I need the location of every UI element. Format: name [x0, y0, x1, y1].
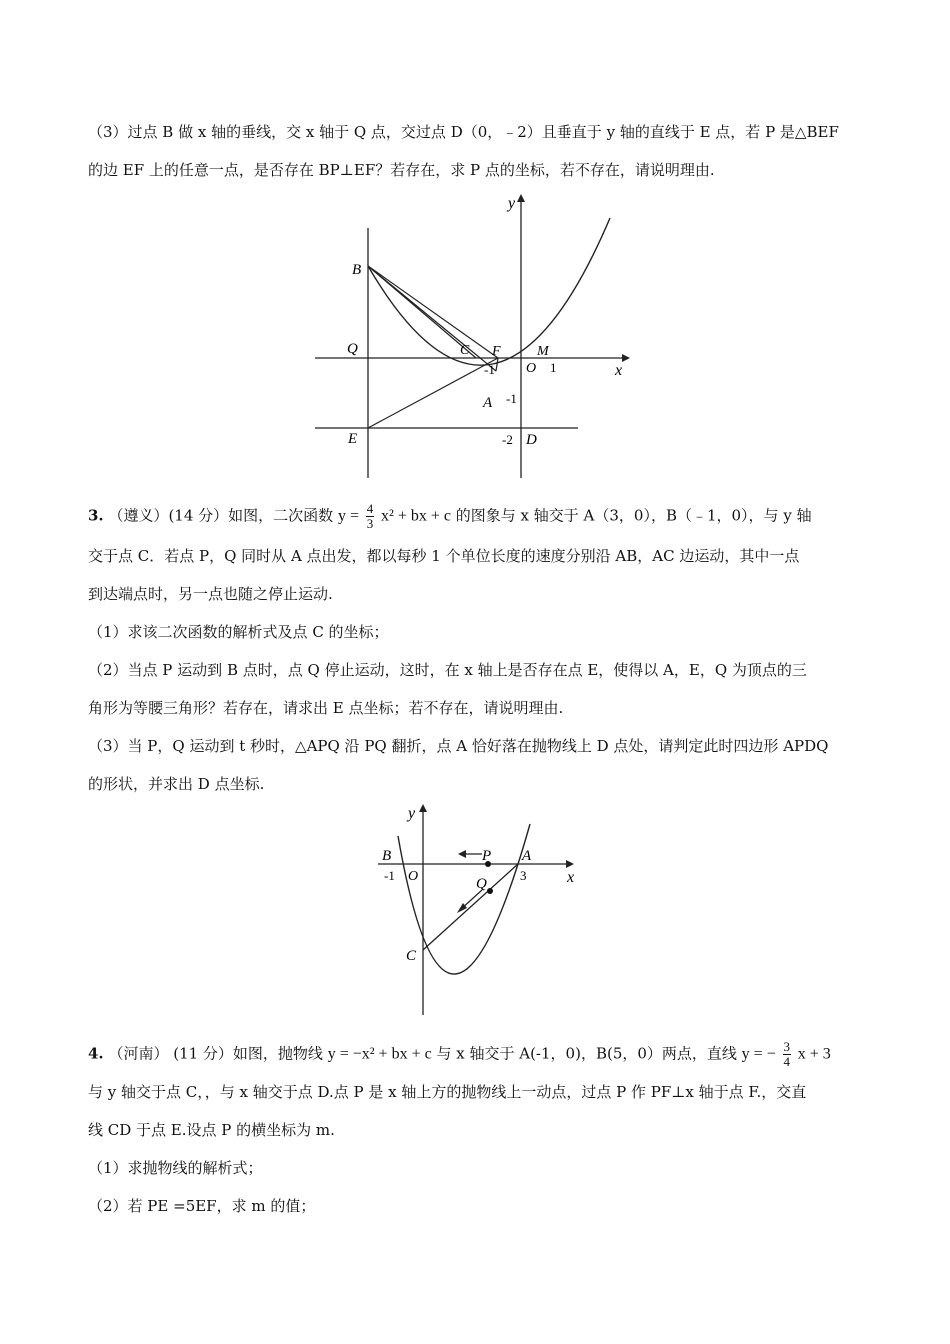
p4-intro-a: （河南） (11 分）如图，抛物线: [108, 1044, 328, 1063]
p4-number: 4.: [88, 1044, 104, 1063]
fig2-label-neg1: -1: [384, 868, 395, 883]
figure-parabola-bef: [310, 188, 635, 480]
fig1-label-M: M: [537, 344, 549, 359]
p2-part3-line2: 的边 EF 上的任意一点，是否存在 BP⊥EF？若存在，求 P 点的坐标，若不存在，请说明理由.: [88, 161, 715, 179]
fig2-label-3: 3: [520, 868, 527, 883]
fig1-label-neg1-x: -1: [484, 362, 495, 377]
p3-eq-rest: x² + bx + c: [381, 507, 451, 525]
fig1-label-D: D: [526, 432, 537, 448]
fig2-label-A: A: [522, 848, 532, 864]
p3-q3-line2: 的形状，并求出 D 点坐标.: [88, 775, 265, 793]
p3-q2-line2: 角形为等腰三角形？若存在，请求出 E 点坐标；若不存在，请说明理由.: [88, 699, 564, 717]
p3-intro-a: （遵义）(14 分）如图，二次函数: [108, 506, 338, 525]
fig2-label-P: P: [482, 848, 492, 864]
p3-line1: [88, 502, 812, 531]
fig1-label-x: x: [615, 362, 623, 379]
p3-q2-line1: （2）当点 P 运动到 B 点时，点 Q 停止运动，这时，在 x 轴上是否存在点 E，使得以 A，E，Q 为顶点的三: [88, 661, 807, 679]
p2-part3-line1: （3）过点 B 做 x 轴的垂线，交 x 轴于 Q 点，交过点 D（0，﹣2）且垂直于 y 轴的直线于 E 点，若 P 是△BEF: [88, 123, 839, 141]
fig2-label-Q: Q: [476, 876, 487, 892]
p4-intro-b: 与 x 轴交于 A(-1，0)，B(5，0）两点，直线: [436, 1044, 742, 1063]
fig1-label-y: y: [508, 195, 516, 212]
fig1-label-B: B: [352, 262, 362, 278]
fig1-label-Q: Q: [347, 341, 358, 357]
p3-intro-b: 的图象与 x 轴交于 A（3，0），B（﹣1，0），与 y 轴: [455, 506, 812, 525]
p4-q1: （1）求抛物线的解析式；: [88, 1159, 263, 1177]
figure-parabola-apq: [370, 800, 585, 1020]
p4-eq2-post: x + 3: [797, 1045, 831, 1063]
fig1-label-neg2: -2: [502, 432, 513, 447]
p3-line3: 到达端点时，另一点也随之停止运动.: [88, 585, 333, 603]
p4-eq2-num: 3: [783, 1039, 790, 1054]
fig1-label-A: A: [483, 395, 493, 411]
p3-q1: （1）求该二次函数的解析式及点 C 的坐标；: [88, 623, 389, 641]
p3-number: 3.: [88, 506, 104, 525]
p3-eq-fraction: [366, 502, 375, 531]
p4-line3: 线 CD 于点 E.设点 P 的横坐标为 m.: [88, 1121, 335, 1139]
p4-eq2-pre: y = −: [741, 1045, 776, 1063]
fig1-label-1: 1: [550, 360, 557, 375]
p3-eq-num: 4: [366, 501, 374, 516]
p4-eq1: y = −x² + bx + c: [327, 1045, 432, 1063]
p4-line2: 与 y 轴交于点 C，，与 x 轴交于点 D.点 P 是 x 轴上方的抛物线上一动点，过点 P 作 PF⊥x 轴于点 F.，交直: [88, 1083, 807, 1101]
p3-q3-line1: （3）当 P，Q 运动到 t 秒时，△APQ 沿 PQ 翻折，点 A 恰好落在抛物线上 D 点处，请判定此时四边形 APDQ: [88, 737, 829, 755]
p3-line2: 交于点 C．若点 P，Q 同时从 A 点出发，都以每秒 1 个单位长度的速度分别沿 AB，AC 边运动，其中一点: [88, 547, 800, 565]
fig1-label-neg1-y: -1: [506, 391, 517, 406]
fig1-label-C: C: [460, 343, 470, 358]
fig2-label-x: x: [567, 869, 575, 886]
fig1-label-O: O: [526, 361, 537, 376]
fig2-label-C: C: [406, 948, 417, 964]
fig2-label-B: B: [382, 848, 392, 864]
p3-eq-y: y =: [337, 507, 359, 525]
p3-eq-den: 3: [366, 516, 374, 531]
p4-eq2-den: 4: [783, 1054, 790, 1069]
fig2-label-y: y: [408, 805, 416, 822]
p4-q2: （2）若 PE =5EF，求 m 的值；: [88, 1197, 316, 1215]
fig2-point-Q: [487, 888, 493, 894]
fig1-label-E: E: [348, 431, 358, 447]
p4-eq2-fraction: [783, 1040, 792, 1069]
fig2-label-O: O: [408, 869, 419, 884]
fig1-label-F: F: [492, 344, 501, 359]
p4-line1: [88, 1040, 831, 1069]
